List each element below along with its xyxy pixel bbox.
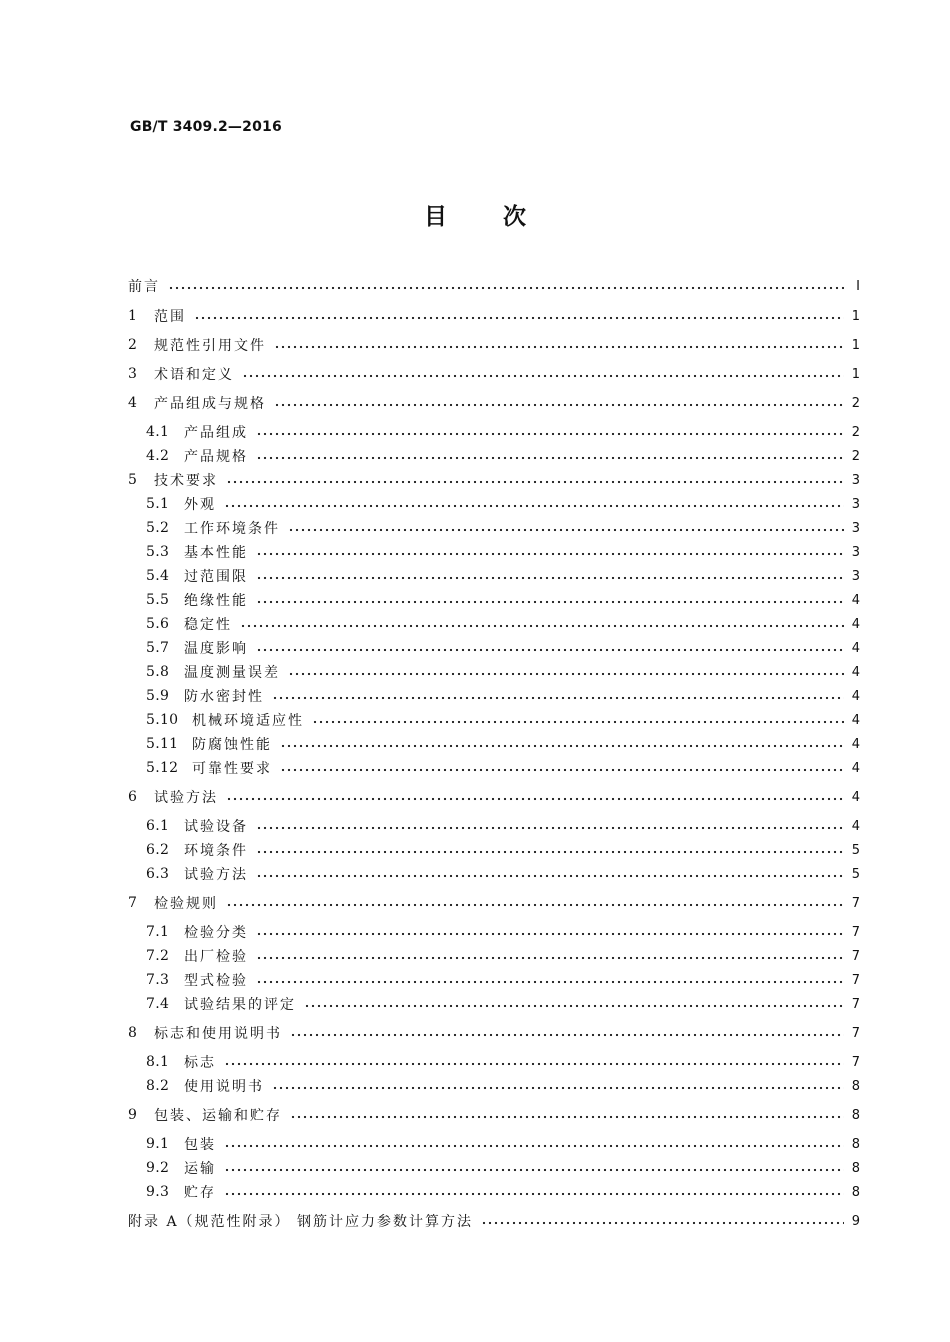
toc-entry-number: 8 <box>128 1025 138 1041</box>
toc-entry-number: 5.11 <box>146 736 179 752</box>
leader-dots <box>256 552 844 556</box>
toc-entry-number: 5.8 <box>146 664 170 680</box>
toc-entry-label: 稳定性 <box>184 617 232 633</box>
toc-entry-label: 工作环境条件 <box>184 521 280 537</box>
toc-entry-label: 检验分类 <box>184 925 248 941</box>
toc-entry-number: 5.5 <box>146 592 170 608</box>
leader-dots <box>256 648 844 652</box>
toc-entry[interactable] <box>128 1104 860 1126</box>
toc-entry-label: 型式检验 <box>184 973 248 989</box>
leader-dots <box>256 956 844 960</box>
toc-entry-page: 7 <box>851 996 860 1012</box>
toc-entry-page: 2 <box>851 424 860 440</box>
toc-entry-page: 4 <box>851 736 860 752</box>
toc-entry-number: 9.2 <box>146 1160 170 1176</box>
toc-entry-label: 检验规则 <box>154 896 218 912</box>
toc-entry[interactable] <box>128 945 860 967</box>
leader-dots <box>226 480 844 484</box>
leader-dots <box>256 874 844 878</box>
toc-entry[interactable] <box>128 613 860 635</box>
toc-entry-number: 9.3 <box>146 1184 170 1200</box>
toc-entry[interactable] <box>128 1210 860 1232</box>
toc-entry[interactable] <box>128 493 860 515</box>
toc-entry-number: 7 <box>128 895 138 911</box>
toc-entry-number: 9.1 <box>146 1136 170 1152</box>
toc-entry[interactable] <box>128 661 860 683</box>
toc-entry-number: 7.2 <box>146 948 170 964</box>
toc-entry-label: 前言 <box>128 279 160 295</box>
leader-dots <box>256 576 844 580</box>
toc-entry[interactable] <box>128 392 860 414</box>
toc-entry-label: 产品组成与规格 <box>154 396 266 412</box>
toc-entry-page: 3 <box>851 472 860 488</box>
toc-entry[interactable] <box>128 517 860 539</box>
toc-entry-label: 温度影响 <box>184 641 248 657</box>
leader-dots <box>288 672 844 676</box>
toc-entry-number: 5.2 <box>146 520 170 536</box>
leader-dots <box>224 504 844 508</box>
toc-entry[interactable] <box>128 1022 860 1044</box>
toc-entry[interactable] <box>128 786 860 808</box>
toc-entry[interactable] <box>128 445 860 467</box>
leader-dots <box>256 456 844 460</box>
toc-entry-label: 产品组成 <box>184 425 248 441</box>
toc-entry-page: 4 <box>851 664 860 680</box>
leader-dots <box>481 1221 844 1225</box>
toc-entry-page: 7 <box>851 895 860 911</box>
toc-entry[interactable] <box>128 363 860 385</box>
leader-dots <box>288 528 844 532</box>
toc-entry[interactable] <box>128 541 860 563</box>
toc-entry-page: 1 <box>851 337 860 353</box>
toc-entry-number: 5.7 <box>146 640 170 656</box>
leader-dots <box>272 696 844 700</box>
leader-dots <box>290 1033 844 1037</box>
toc-entry-label: 使用说明书 <box>184 1079 264 1095</box>
leader-dots <box>224 1168 844 1172</box>
toc-entry-page: 8 <box>851 1160 860 1176</box>
toc-entry-number: 6 <box>128 789 138 805</box>
toc-entry-number: 7.3 <box>146 972 170 988</box>
toc-entry[interactable] <box>128 637 860 659</box>
toc-entry-page: 3 <box>851 520 860 536</box>
leader-dots <box>256 932 844 936</box>
toc-entry[interactable] <box>128 863 860 885</box>
toc-entry-number: 7.1 <box>146 924 170 940</box>
toc-entry[interactable] <box>128 275 860 297</box>
toc-entry-label: 技术要求 <box>154 473 218 489</box>
toc-entry[interactable] <box>128 1075 860 1097</box>
toc-entry-label: 产品规格 <box>184 449 248 465</box>
toc-entry-page: 3 <box>851 568 860 584</box>
leader-dots <box>280 768 844 772</box>
toc-entry-number: 6.1 <box>146 818 170 834</box>
toc-entry[interactable] <box>128 685 860 707</box>
toc-entry-label: 温度测量误差 <box>184 665 280 681</box>
toc-entry[interactable] <box>128 1157 860 1179</box>
toc-entry-label: 术语和定义 <box>154 367 234 383</box>
toc-entry-label: 可靠性要求 <box>192 761 272 777</box>
toc-entry-page: 4 <box>851 592 860 608</box>
toc-entry-label: 试验方法 <box>154 790 218 806</box>
toc-entry-page: 4 <box>851 616 860 632</box>
leader-dots <box>256 600 844 604</box>
leader-dots <box>274 345 844 349</box>
toc-entry-label: 防水密封性 <box>184 689 264 705</box>
toc-entry-label: 标志和使用说明书 <box>154 1026 282 1042</box>
leader-dots <box>280 744 844 748</box>
toc-entry[interactable] <box>128 1133 860 1155</box>
toc-entry-number: 5.1 <box>146 496 170 512</box>
toc-entry-label: 试验设备 <box>184 819 248 835</box>
leader-dots <box>274 403 844 407</box>
leader-dots <box>168 286 844 290</box>
toc-entry-page: 4 <box>851 760 860 776</box>
toc-entry-page: 7 <box>851 972 860 988</box>
leader-dots <box>272 1086 844 1090</box>
toc-entry-page: 3 <box>851 544 860 560</box>
toc-entry-label: 规范性引用文件 <box>154 338 266 354</box>
toc-entry[interactable] <box>128 993 860 1015</box>
page-title <box>0 198 950 231</box>
toc-entry-page: 4 <box>851 712 860 728</box>
toc-entry-number: 8.2 <box>146 1078 170 1094</box>
leader-dots <box>194 316 844 320</box>
toc-entry-page: 8 <box>851 1078 860 1094</box>
toc-entry[interactable] <box>128 815 860 837</box>
toc-entry-label: 基本性能 <box>184 545 248 561</box>
toc-entry-label: 标志 <box>184 1055 216 1071</box>
toc-entry[interactable] <box>128 1181 860 1203</box>
toc-entry-number: 3 <box>128 366 138 382</box>
toc-entry-page: 2 <box>851 395 860 411</box>
toc-entry-page: 7 <box>851 924 860 940</box>
toc-entry[interactable] <box>128 892 860 914</box>
toc-entry[interactable] <box>128 969 860 991</box>
toc-entry-page: 2 <box>851 448 860 464</box>
leader-dots <box>224 1192 844 1196</box>
toc-entry-page: 7 <box>851 1025 860 1041</box>
toc-entry-label: 包装、运输和贮存 <box>154 1108 282 1124</box>
toc-entry-number: 4.1 <box>146 424 170 440</box>
leader-dots <box>226 903 844 907</box>
toc-entry-page: 9 <box>851 1213 860 1229</box>
toc-entry-page: 7 <box>851 1054 860 1070</box>
toc-entry-label: 试验结果的评定 <box>184 997 296 1013</box>
toc-entry-label: 防腐蚀性能 <box>192 737 272 753</box>
toc-entry-page: 8 <box>851 1184 860 1200</box>
toc-entry[interactable] <box>128 469 860 491</box>
toc-entry-number: 5.12 <box>146 760 179 776</box>
toc-entry-number: 5.10 <box>146 712 179 728</box>
toc-entry-label: 附录 A（规范性附录） 钢筋计应力参数计算方法 <box>128 1214 474 1230</box>
toc-entry-label: 试验方法 <box>184 867 248 883</box>
toc-entry[interactable] <box>128 921 860 943</box>
toc-entry[interactable] <box>128 1051 860 1073</box>
toc-entry-label: 运输 <box>184 1161 216 1177</box>
leader-dots <box>242 374 844 378</box>
toc-entry-label: 环境条件 <box>184 843 248 859</box>
toc-entry-number: 4.2 <box>146 448 170 464</box>
toc-entry[interactable] <box>128 565 860 587</box>
toc-entry-number: 4 <box>128 395 138 411</box>
toc-entry-page: 3 <box>851 496 860 512</box>
toc-entry[interactable] <box>128 757 860 779</box>
toc-entry-label: 包装 <box>184 1137 216 1153</box>
toc-entry-page: 8 <box>851 1136 860 1152</box>
toc-entry-number: 8.1 <box>146 1054 170 1070</box>
toc-entry-number: 5.3 <box>146 544 170 560</box>
toc-entry[interactable] <box>128 589 860 611</box>
toc-entry-page: 7 <box>851 948 860 964</box>
toc-entry[interactable] <box>128 421 860 443</box>
toc-entry-number: 5 <box>128 472 138 488</box>
toc-entry-page: 8 <box>851 1107 860 1123</box>
toc-entry-label: 绝缘性能 <box>184 593 248 609</box>
toc-entry[interactable] <box>128 334 860 356</box>
toc-entry-page: 4 <box>851 818 860 834</box>
toc-entry-page: 1 <box>851 366 860 382</box>
toc-entry-label: 范围 <box>154 309 186 325</box>
leader-dots <box>256 432 844 436</box>
toc-entry-label: 过范围限 <box>184 569 248 585</box>
toc-entry[interactable] <box>128 733 860 755</box>
title-char-1: 目 <box>424 204 447 230</box>
toc-entry-label: 外观 <box>184 497 216 513</box>
toc-entry-number: 1 <box>128 308 138 324</box>
toc-entry-label: 机械环境适应性 <box>192 713 304 729</box>
leader-dots <box>224 1062 844 1066</box>
toc-entry[interactable] <box>128 839 860 861</box>
toc-entry-number: 2 <box>128 337 138 353</box>
toc-entry-number: 5.6 <box>146 616 170 632</box>
toc-entry-page: Ⅰ <box>856 278 860 294</box>
toc-entry-page: 4 <box>851 688 860 704</box>
toc-entry[interactable] <box>128 709 860 731</box>
toc-entry-number: 5.4 <box>146 568 170 584</box>
toc-entry[interactable] <box>128 305 860 327</box>
leader-dots <box>256 826 844 830</box>
toc-entry-page: 5 <box>851 866 860 882</box>
toc-entry-label: 出厂检验 <box>184 949 248 965</box>
leader-dots <box>304 1004 844 1008</box>
title-char-2: 次 <box>503 204 526 230</box>
leader-dots <box>256 850 844 854</box>
toc-entry-label: 贮存 <box>184 1185 216 1201</box>
toc-entry-number: 9 <box>128 1107 138 1123</box>
toc-entry-number: 6.2 <box>146 842 170 858</box>
leader-dots <box>290 1115 844 1119</box>
toc-entry-page: 4 <box>851 640 860 656</box>
leader-dots <box>256 980 844 984</box>
toc-entry-number: 7.4 <box>146 996 170 1012</box>
leader-dots <box>312 720 844 724</box>
standard-code: GB/T 3409.2—2016 <box>130 119 282 135</box>
toc-entry-page: 4 <box>851 789 860 805</box>
toc-entry-number: 5.9 <box>146 688 170 704</box>
leader-dots <box>224 1144 844 1148</box>
toc-entry-page: 5 <box>851 842 860 858</box>
leader-dots <box>240 624 844 628</box>
toc-entry-number: 6.3 <box>146 866 170 882</box>
leader-dots <box>226 797 844 801</box>
toc-entry-page: 1 <box>851 308 860 324</box>
